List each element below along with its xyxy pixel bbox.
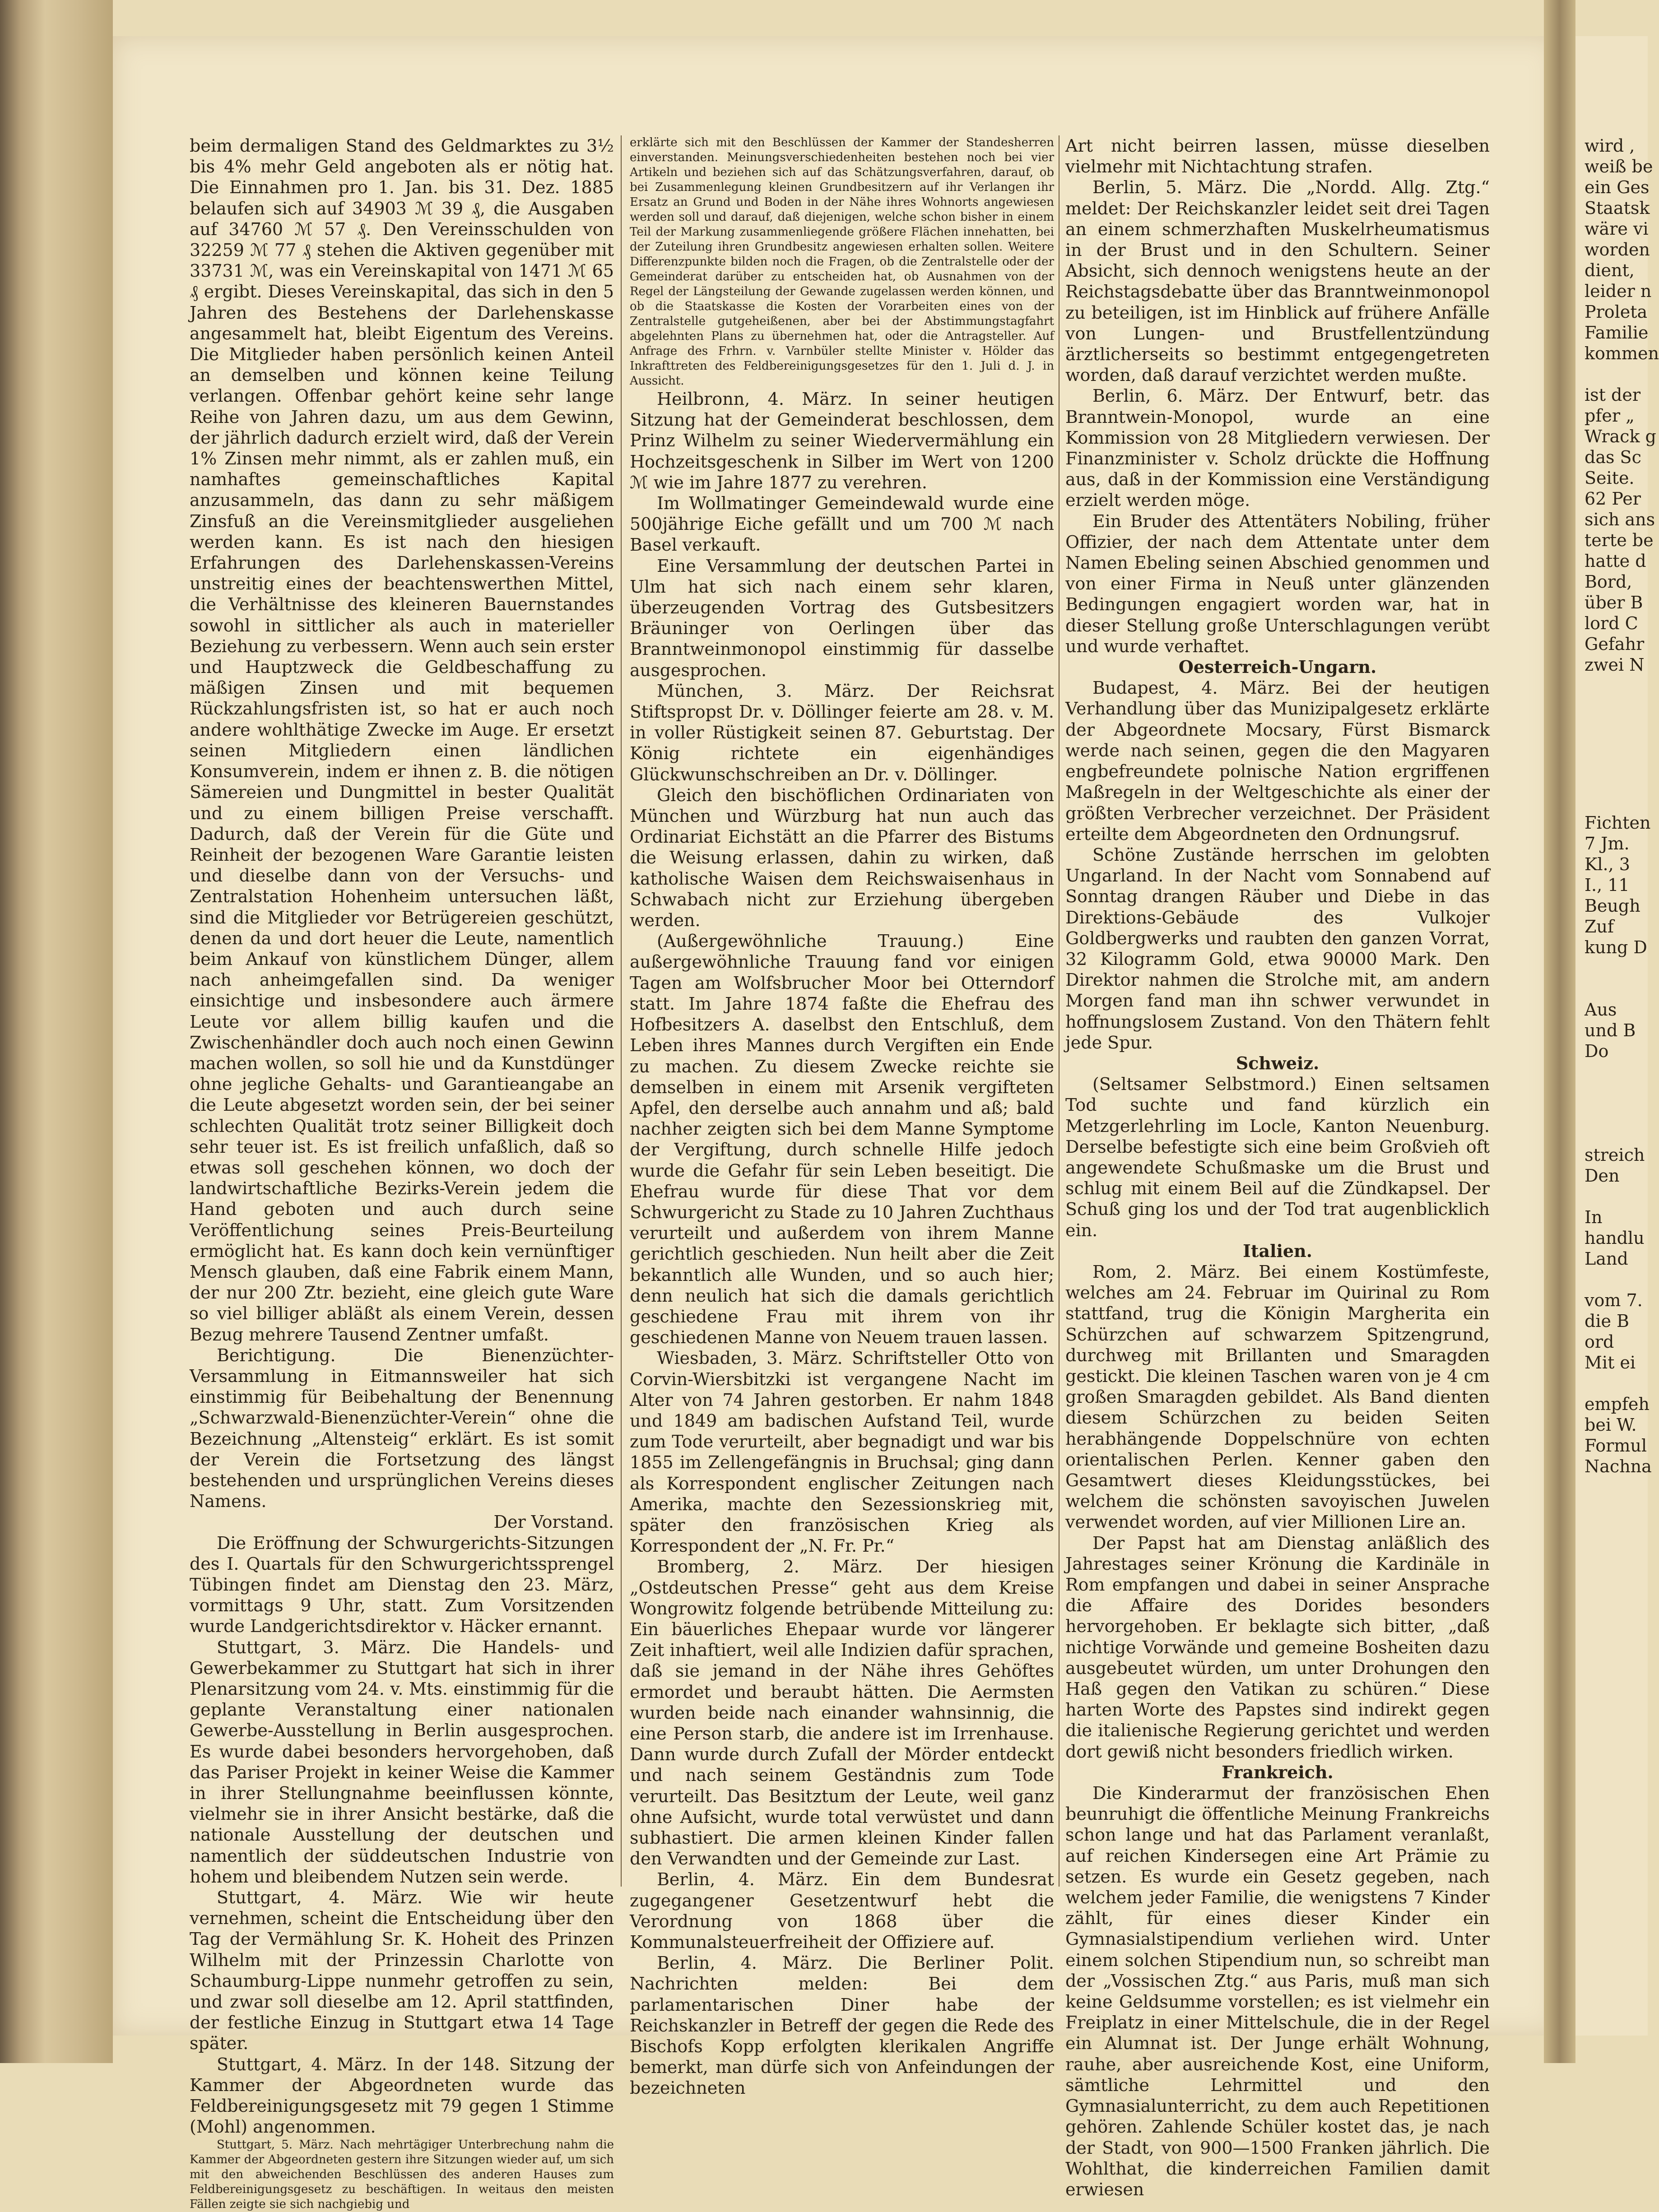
right-page-line: Familie [1585,323,1649,343]
right-page-line: wäre vi [1585,219,1649,239]
column-rule [621,135,622,1887]
article-text: Stuttgart, 4. März. Wie wir heute vernehmen, scheint die Entscheidung über den Tag der Vermählung Sr. K. Hoheit des Prinzen Wilhelm mit der Prinzessin Charlotte von Schaumburg-Lippe nunmehr getroffen zu sein, und zwar soll dieselbe am 12. April stattfinden, der festliche Einzug in Stuttgart etwa 14 Tage später. [190,1887,614,2054]
article-text: Die Eröffnung der Schwurgerichts-Sitzungen des I. Quartals für den Schwurgerichtssprengel Tübingen findet am Dienstag den 23. März, vormittags 9 Uhr, statt. Zum Vorsitzenden wurde Landgerichtsdirektor v. Häcker ernannt. [190,1533,614,1637]
article-text: Art nicht beirren lassen, müsse dieselben vielmehr mit Nichtachtung strafen. [1065,136,1490,177]
right-page-line: Aus [1585,1000,1617,1020]
right-page-line: Mit ei [1585,1353,1636,1373]
article-text: Berlin, 4. März. Die Berliner Polit. Nachrichten melden: Bei dem parlamentarischen Diner habe der Reichskanzler in Betreff der gegen die Rede des Bischofs Kopp erfolgten klerikalen Angriffe bemerkt, man dürfe sich von Anfeindungen der bezeichneten [630,1953,1054,2098]
right-page-line: In [1585,1207,1603,1227]
page-gutter [1544,0,1575,2063]
right-page-line: streich [1585,1145,1645,1165]
right-page-line: dient, [1585,260,1635,280]
article-text: Heilbronn, 4. März. In seiner heutigen Sitzung hat der Gemeinderat beschlossen, dem Prinz Wilhelm zu seiner Wiedervermählung ein Hochzeitsgeschenk in Silber im Wert von 1200 ℳ wie im Jahre 1877 zu verehren. [630,389,1054,492]
right-page-fragments-bottom [1585,812,1652,1477]
article-text: Schöne Zustände herrschen im gelobten Ungarland. In der Nacht vom Sonnabend auf Sonntag drangen Räuber und Diebe in das Direktions-Gebäude des Vulkojer Goldbergwerks und raubten den ganzen Vorrat, 32 Kilogramm Gold, etwa 90000 Mark. Den Direktor nahmen die Strolche mit, am andern Morgen fand man ihn schwer verwundet in hoffnungslosem Zustand. Von den Thätern fehlt jede Spur. [1065,844,1490,1053]
right-page-line: Land [1585,1249,1628,1269]
right-page-line: kung D [1585,937,1647,957]
right-page-line: I., 11 [1585,875,1630,895]
article-text: Budapest, 4. März. Bei der heutigen Verhandlung über das Munizipalgesetz erklärte der Abgeordnete Mocsary, Fürst Bismarck werde nach seinen, gegen die den Magyaren engbefreundete polnische Nation ergriffenen Maßregeln in der Weltgeschichte als einer der größten Verbrecher verzeichnet. Der Präsident erteilte dem Abgeordneten den Ordnungsruf. [1065,678,1490,844]
right-page-line: leider n [1585,281,1652,301]
section-heading: Oesterreich-Ungarn. [1178,657,1377,677]
section-heading: Italien. [1243,1240,1312,1261]
right-page-line: Den [1585,1166,1620,1186]
right-page-line [1585,978,1652,999]
right-page-line: ord [1585,1332,1614,1352]
article-text: Stuttgart, 3. März. Die Handels- und Gewerbekammer zu Stuttgart hat sich in ihrer Plenarsitzung vom 24. v. Mts. einstimmig für die geplante Veranstaltung einer nationalen Gewerbe-Ausstellung in Berlin ausgesprochen. Es wurde dabei besonders hervorgehoben, daß das Pariser Projekt in keiner Weise die Kammer in ihrer Stellungnahme beeinflussen könnte, vielmehr sie in ihrer Ansicht bestärke, daß die nationale Ausstellung der deutschen und namentlich der süddeutschen Industrie von hohem und bleibendem Nutzen sein werde. [190,1637,614,1887]
right-page-line [1585,958,1652,978]
signature: Der Vorstand. [493,1512,614,1532]
right-page-line: Beugh [1585,896,1640,916]
article-text: (Außergewöhnliche Trauung.) Eine außergewöhnliche Trauung fand vor einigen Tagen am Wolfsbrucher Moor bei Otterndorf statt. Im Jahre 1874 faßte die Ehefrau des Hofbesitzers A. daselbst den Entschluß, dem Leben ihres Mannes durch Vergiften ein Ende zu machen. Zu diesem Zwecke reichte sie demselben in einem mit Arsenik vergifteten Apfel, den derselbe auch annahm und aß; bald nachher zeigten sich bei dem Manne Symptome der Vergiftung, durch schnelle Hilfe jedoch wurde die Gefahr für sein Leben beseitigt. Die Ehefrau wurde für diese That vor dem Schwurgericht zu Stade zu 10 Jahren Zuchthaus verurteilt und außerdem von ihrem Manne gerichtlich geschieden. Nun heilt aber die Zeit bekanntlich alle Wunden, und so auch hier; denn neulich hat sich die damals gerichtlich geschiedene Frau mit ihrem von ihr geschiedenen Manne von Neuem trauen lassen. [630,931,1054,1348]
article-text: beim dermaligen Stand des Geldmarktes zu 3½ bis 4% mehr Geld angeboten als er nötig hat. Die Einnahmen pro 1. Jan. bis 31. Dez. 1885 belaufen sich auf 34903 ℳ 39 ₰, die Ausgaben auf 34760 ℳ 57 ₰. Den Vereinsschulden von 32259 ℳ 77 ₰ stehen die Aktiven gegenüber mit 33731 ℳ, was ein Vereinskapital von 1471 ℳ 65 ₰ ergibt. Dieses Vereinskapital, das sich in den 5 Jahren des Bestehens der Darlehenskasse angesammelt hat, bleibt Eigentum des Vereins. Die Mitglieder haben persönlich keinen Anteil an demselben und können keine Teilung verlangen. Offenbar gehört keine sehr lange Reihe von Jahren dazu, um aus dem Gewinn, der jährlich dadurch erzielt wird, daß der Verein 1% Zinsen mehr nimmt, als er zahlen muß, ein namhaftes gemeinschaftliches Kapital anzusammeln, das dann zu sehr mäßigem Zinsfuß an die Vereinsmitglieder ausgeliehen werden kann. Es ist nach den hiesigen Erfahrungen des Darlehenskassen-Vereins unstreitig eines der beachtenswerthen Mittel, die Verhältnisse des kleineren Bauernstandes sowohl in sittlicher als auch in materieller Beziehung zu verbessern. Wenn auch sein erster und Hauptzweck die Geldbeschaffung zu mäßigen Zinsen und mit bequemen Rückzahlungsfristen ist, so hat er auch noch andere wohlthätige Zwecke im Auge. Er ersetzt seinen Mitgliedern einen ländlichen Konsumverein, indem er ihnen z. B. die nötigen Sämereien und Dungmittel in bester Qualität und zu einem billigen Preise verschafft. Dadurch, daß der Verein für die Güte und Reinheit der bezogenen Ware Garantie leisten und dieselbe dann von der Versuchs- und Zentralstation Hohenheim untersuchen läßt, sind die Mitglieder vor Betrügereien geschützt, denen da und dort heuer die Leute, namentlich beim Ankauf von künstlichem Dünger, allem nach anheimgefallen sind. Da weniger einsichtige und insbesondere auch ärmere Leute vor allem billig kaufen und die Zwischenhändler doch auch noch einen Gewinn machen wollen, so soll hie und da Kunstdünger ohne jegliche Gehalts- und Garantieangabe an die Leute abgesetzt worden sein, der bei seiner schlechten Qualität trotz seiner Billigkeit doch sehr teuer ist. Es ist freilich unfaßlich, daß so etwas soll geschehen können, wo doch der landwirtschaftliche Bezirks-Verein jedem die Hand geboten und auch durch seine Veröffentlichung seines Preis-Beurteilung ermöglicht hat. Es kann doch kein vernünftiger Mensch glauben, daß eine Fabrik einem Mann, der nur 200 Ztr. bezieht, eine gleich gute Ware so viel billiger abläßt als einem Verein, dessen Bezug mehrere Tausend Zentner umfaßt. [190,136,614,1345]
right-page-line [1585,1062,1652,1082]
right-page-line: Bord, [1585,572,1632,592]
column-3 [1065,135,1490,2199]
right-page-line: handlu [1585,1228,1645,1248]
article-text: München, 3. März. Der Reichsrat Stiftspropst Dr. v. Döllinger feierte am 28. v. M. in voller Rüstigkeit seinen 87. Geburtstag. Der König richtete ein eigenhändiges Glückwunschschreiben an Dr. v. Döllinger. [630,681,1054,784]
right-page-line [1585,364,1659,385]
right-page-line: empfeh [1585,1394,1650,1414]
right-page-line: ist der [1585,385,1640,405]
right-page-line: kommen [1585,343,1659,363]
article-text: Im Wollmatinger Gemeindewald wurde eine 500jährige Eiche gefällt und um 700 ℳ nach Basel verkauft. [630,493,1054,555]
right-page-line: und B [1585,1020,1636,1040]
right-page-line: Gefahr [1585,634,1645,654]
right-page-line: vom 7. [1585,1290,1643,1310]
right-page-fragments-top [1585,135,1659,675]
right-page-line: Formul [1585,1436,1647,1456]
right-page-line: das Sc [1585,447,1641,467]
article-text: Berichtigung. Die Bienenzüchter-Versammlung in Eitmannsweiler hat sich einstimmig für Beibehaltung der Benennung „Schwarzwald-Bienenzüchter-Verein“ ohne die Bezeichnung „Altensteig“ erklärt. Es ist somit der Verein die Fortsetzung des längst bestehenden und ursprünglichen Vereins dieses Namens. [190,1345,614,1512]
article-text: Stuttgart, 5. März. Nach mehrtägiger Unterbrechung nahm die Kammer der Abgeordneten gestern ihre Sitzungen wieder auf, um sich mit den abweichenden Beschlüssen des anderen Hauses zum Feldbereinigungsgesetz zu beschäftigen. In weitaus den meisten Fällen zeigte sie sich nachgiebig und [190,2138,614,2211]
article-text: Bromberg, 2. März. Der hiesigen „Ostdeutschen Presse“ geht aus dem Kreise Wongrowitz folgende betrübende Mitteilung zu: Ein bäuerliches Ehepaar wurde vor längerer Zeit inhaftiert, weil alle Indizien dafür sprachen, daß sie jemand in der Nähe ihres Gehöftes ermordet und beraubt hätten. Die Aermsten wurden beide nach einander wahnsinnig, die eine Person starb, die andere ist im Irrenhause. Dann wurde durch Zufall der Mörder entdeckt und nach seinem Geständnis zum Tode verurteilt. Das Besitztum der Leute, weil ganz ohne Aufsicht, wurde total verwüstet und dann subhastiert. Die armen kleinen Kinder fallen den Verwandten und der Gemeinde zur Last. [630,1557,1054,1869]
right-page-line: 7 Jm. [1585,834,1630,853]
right-page-line: worden [1585,240,1650,260]
article-text: erklärte sich mit den Beschlüssen der Kammer der Standesherren einverstanden. Meinungsverschiedenheiten bestehen noch bei vier Artikeln und beziehen sich auf das Schätzungsverfahren, darauf, ob bei Zusammenlegung kleinen Grundbesitzern auf ihr Verlangen ihr Ersatz an Grund und Boden in der Nähe ihres Wohnorts angewiesen werden soll und darauf, daß diejenigen, welche schon bisher in einem Teil der Markung zusammenliegende größere Flächen innehatten, bei der Zuteilung ihren Grundbesitz angewiesen erhalten sollen. Weitere Differenzpunkte bilden noch die Fragen, ob die Zentralstelle oder der Gemeinderat darüber zu entscheiden hat, ob Ausnahmen von der Regel der Längsteilung der Gewande zugelassen werden können, und ob die Staatskasse die Kosten der Vorarbeiten eines von der Zentralstelle gutgeheißenen, aber bei der Abstimmungstagfahrt abgelehnten Plans zu übernehmen hat, oder die Antragsteller. Auf Anfrage des Frhrn. v. Varnbüler stellte Minister v. Hölder das Inkrafttreten des Feldbereinigungsgesetzes für den 1. Juli d. J. in Aussicht. [630,136,1054,388]
right-page-line: hatte d [1585,551,1646,571]
right-page-line: ein Ges [1585,177,1650,197]
right-page-line: Kl., 3 [1585,854,1630,874]
right-page-line: wird , [1585,136,1635,156]
column-2 [630,135,1054,2098]
article-text: Eine Versammlung der deutschen Partei in Ulm hat sich nach einem sehr klaren, überzeugenden Vortrag des Gutsbesitzers Bräuninger von Oerlingen über das Branntweinmonopol einstimmig für dasselbe ausgesprochen. [630,556,1054,680]
right-page-line: Proleta [1585,302,1648,322]
article-text: Der Papst hat am Dienstag anläßlich des Jahrestages seiner Krönung die Kardinäle in Rom empfangen und dabei in seiner Ansprache die Affaire des Dorides besonders hervorgehoben. Er beklagte sich bitter, „daß nichtige Vorwände und gemeine Bosheiten dazu ausgebeutet würden, um unter Drohungen den Haß gegen den Vatikan zu schüren.“ Diese harten Worte des Papstes sind indirekt gegen die italienische Regierung gerichtet und werden dort gewiß nicht besonders friedlich wirken. [1065,1533,1490,1762]
right-page-line: die B [1585,1311,1629,1331]
right-page-line [1585,1269,1652,1290]
article-text: Gleich den bischöflichen Ordinariaten von München und Würzburg hat nun auch das Ordinariat Eichstätt an die Pfarrer des Bistums die Weisung erlassen, dahin zu wirken, daß katholische Waisen dem Reichswaisenhaus in Schwabach nicht zur Erziehung übergeben werden. [630,785,1054,931]
right-page-line: Seite. [1585,468,1635,488]
right-page-line: weiß be [1585,157,1653,176]
article-text: Berlin, 5. März. Die „Nordd. Allg. Ztg.“ meldet: Der Reichskanzler leidet seit drei Tagen an einem schmerzhaften Muskelrheumatismus in der Brust und in den Schultern. Seiner Absicht, sich dennoch wenigstens heute an der Reichstagsdebatte über das Branntweinmonopol zu beteiligen, ist im Hinblick auf frühere Anfälle von Lungen- und Brustfellentzündung ärztlicherseits so bestimmt entgegengetreten worden, daß darauf verzichtet werden mußte. [1065,177,1490,385]
right-page-line: Do [1585,1041,1609,1061]
right-page-line: Staatsk [1585,198,1650,218]
article-text: Berlin, 4. März. Ein dem Bundesrat zugegangener Gesetzentwurf hebt die Verordnung von 1868 über die Kommunalsteuerfreiheit der Offiziere auf. [630,1869,1054,1952]
right-page-line: bei W. [1585,1415,1637,1435]
right-page-line: Fichten [1585,813,1651,833]
right-page-line: Zuf [1585,917,1614,937]
article-text: Rom, 2. März. Bei einem Kostümfeste, welches am 24. Februar im Quirinal zu Rom stattfand, trug die Königin Margherita ein Schürzchen auf schwarzem Spitzengrund, durchweg mit Brillanten und Smaragden gestickt. Die kleinen Taschen waren von je 4 cm großen Smaragden gebildet. Als Band dienten diesem Schürzchen zu beiden Seiten herabhängende Doppelschnüre von echten orientalischen Perlen. Kenner gaben den Gesamtwert dieses Kleidungsstückes, bei welchem die schönsten savoyischen Juwelen verwendet worden, auf vier Millionen Lire an. [1065,1261,1490,1532]
article-text: Stuttgart, 4. März. In der 148. Sitzung der Kammer der Abgeordneten wurde das Feldbereinigungsgesetz mit 79 gegen 1 Stimme (Mohl) angenommen. [190,2054,614,2137]
right-page-line: 62 Per [1585,489,1641,509]
column-rule [1059,135,1060,1887]
right-page-line [1585,1103,1652,1124]
right-page-line: über B [1585,593,1643,612]
right-page-line: sich ans [1585,510,1655,529]
right-page-line [1585,1186,1652,1207]
column-1 [190,135,614,2211]
right-page-line [1585,1373,1652,1394]
right-page-line: lord C [1585,613,1638,633]
right-page-line [1585,1082,1652,1103]
right-page-line: pfer „ [1585,406,1635,426]
article-text: Wiesbaden, 3. März. Schriftsteller Otto von Corvin-Wiersbitzki ist vergangene Nacht im Alter von 74 Jahren gestorben. Er nahm 1848 und 1849 am badischen Aufstand Teil, wurde zum Tode verurteilt, aber begnadigt und war bis 1855 im Zellengefängnis in Bruchsal; ging dann als Korrespondent englischer Zeitungen nach Amerika, machte den Sezessionskrieg mit, später den französischen Krieg als Korrespondent der „N. Fr. Pr.“ [630,1348,1054,1556]
section-heading: Frankreich. [1222,1762,1334,1782]
right-page-line [1585,1124,1652,1145]
section-heading: Schweiz. [1236,1053,1320,1073]
right-page-line: zwei N [1585,655,1645,675]
right-page-line: Nachna [1585,1456,1652,1476]
article-text: Ein Bruder des Attentäters Nobiling, früher Offizier, der nach dem Attentate unter dem Namen Ebeling seinen Abschied genommen und von einer Firma in Neuß unter glänzenden Bedingungen engagiert worden war, hat in dieser Stellung große Unterschlagungen verübt und wurde verhaftet. [1065,511,1490,656]
right-page-line: terte be [1585,530,1654,550]
article-text: Berlin, 6. März. Der Entwurf, betr. das Branntwein-Monopol, wurde an eine Kommission von 28 Mitgliedern verwiesen. Der Finanzminister v. Scholz drückte die Hoffnung aus, daß in der Kommission eine Verständigung erzielt werden möge. [1065,386,1490,510]
right-page-line: Wrack g [1585,427,1656,446]
article-text: (Seltsamer Selbstmord.) Einen seltsamen Tod suchte und fand kürzlich ein Metzgerlehrling im Locle, Kanton Neuenburg. Derselbe befestigte sich eine beim Großvieh oft angewendete Schußmaske um die Brust und schlug mit einem Beil auf die Zündkapsel. Der Schuß ging los und der Tod trat augenblicklich ein. [1065,1074,1490,1240]
book-binding [0,0,113,2063]
article-text: Die Kinderarmut der französischen Ehen beunruhigt die öffentliche Meinung Frankreichs schon lange und hat das Parlament veranlaßt, auf reichen Kindersegen eine Art Prämie zu setzen. Es wurde ein Gesetz gegeben, nach welchem jeder Familie, die wenigstens 7 Kinder zählt, für eines dieser Kinder ein Gymnasialstipendium verliehen wird. Unter einem solchen Stipendium nun, so schreibt man der „Vossischen Ztg.“ aus Paris, muß man sich keine Geldsumme vorstellen; es ist vielmehr ein Freiplatz in einer Mittelschule, die in der Regel ein Alumnat ist. Der Junge erhält Wohnung, rauhe, aber ausreichende Kost, eine Uniform, sämtliche Lehrmittel und den Gymnasialunterricht, zu dem auch Repetitionen gehören. Zahlende Schüler kostet das, je nach der Stadt, von 900—1500 Franken jährlich. Die Wohlthat, die kinderreichen Familien damit erwiesen [1065,1783,1490,2199]
